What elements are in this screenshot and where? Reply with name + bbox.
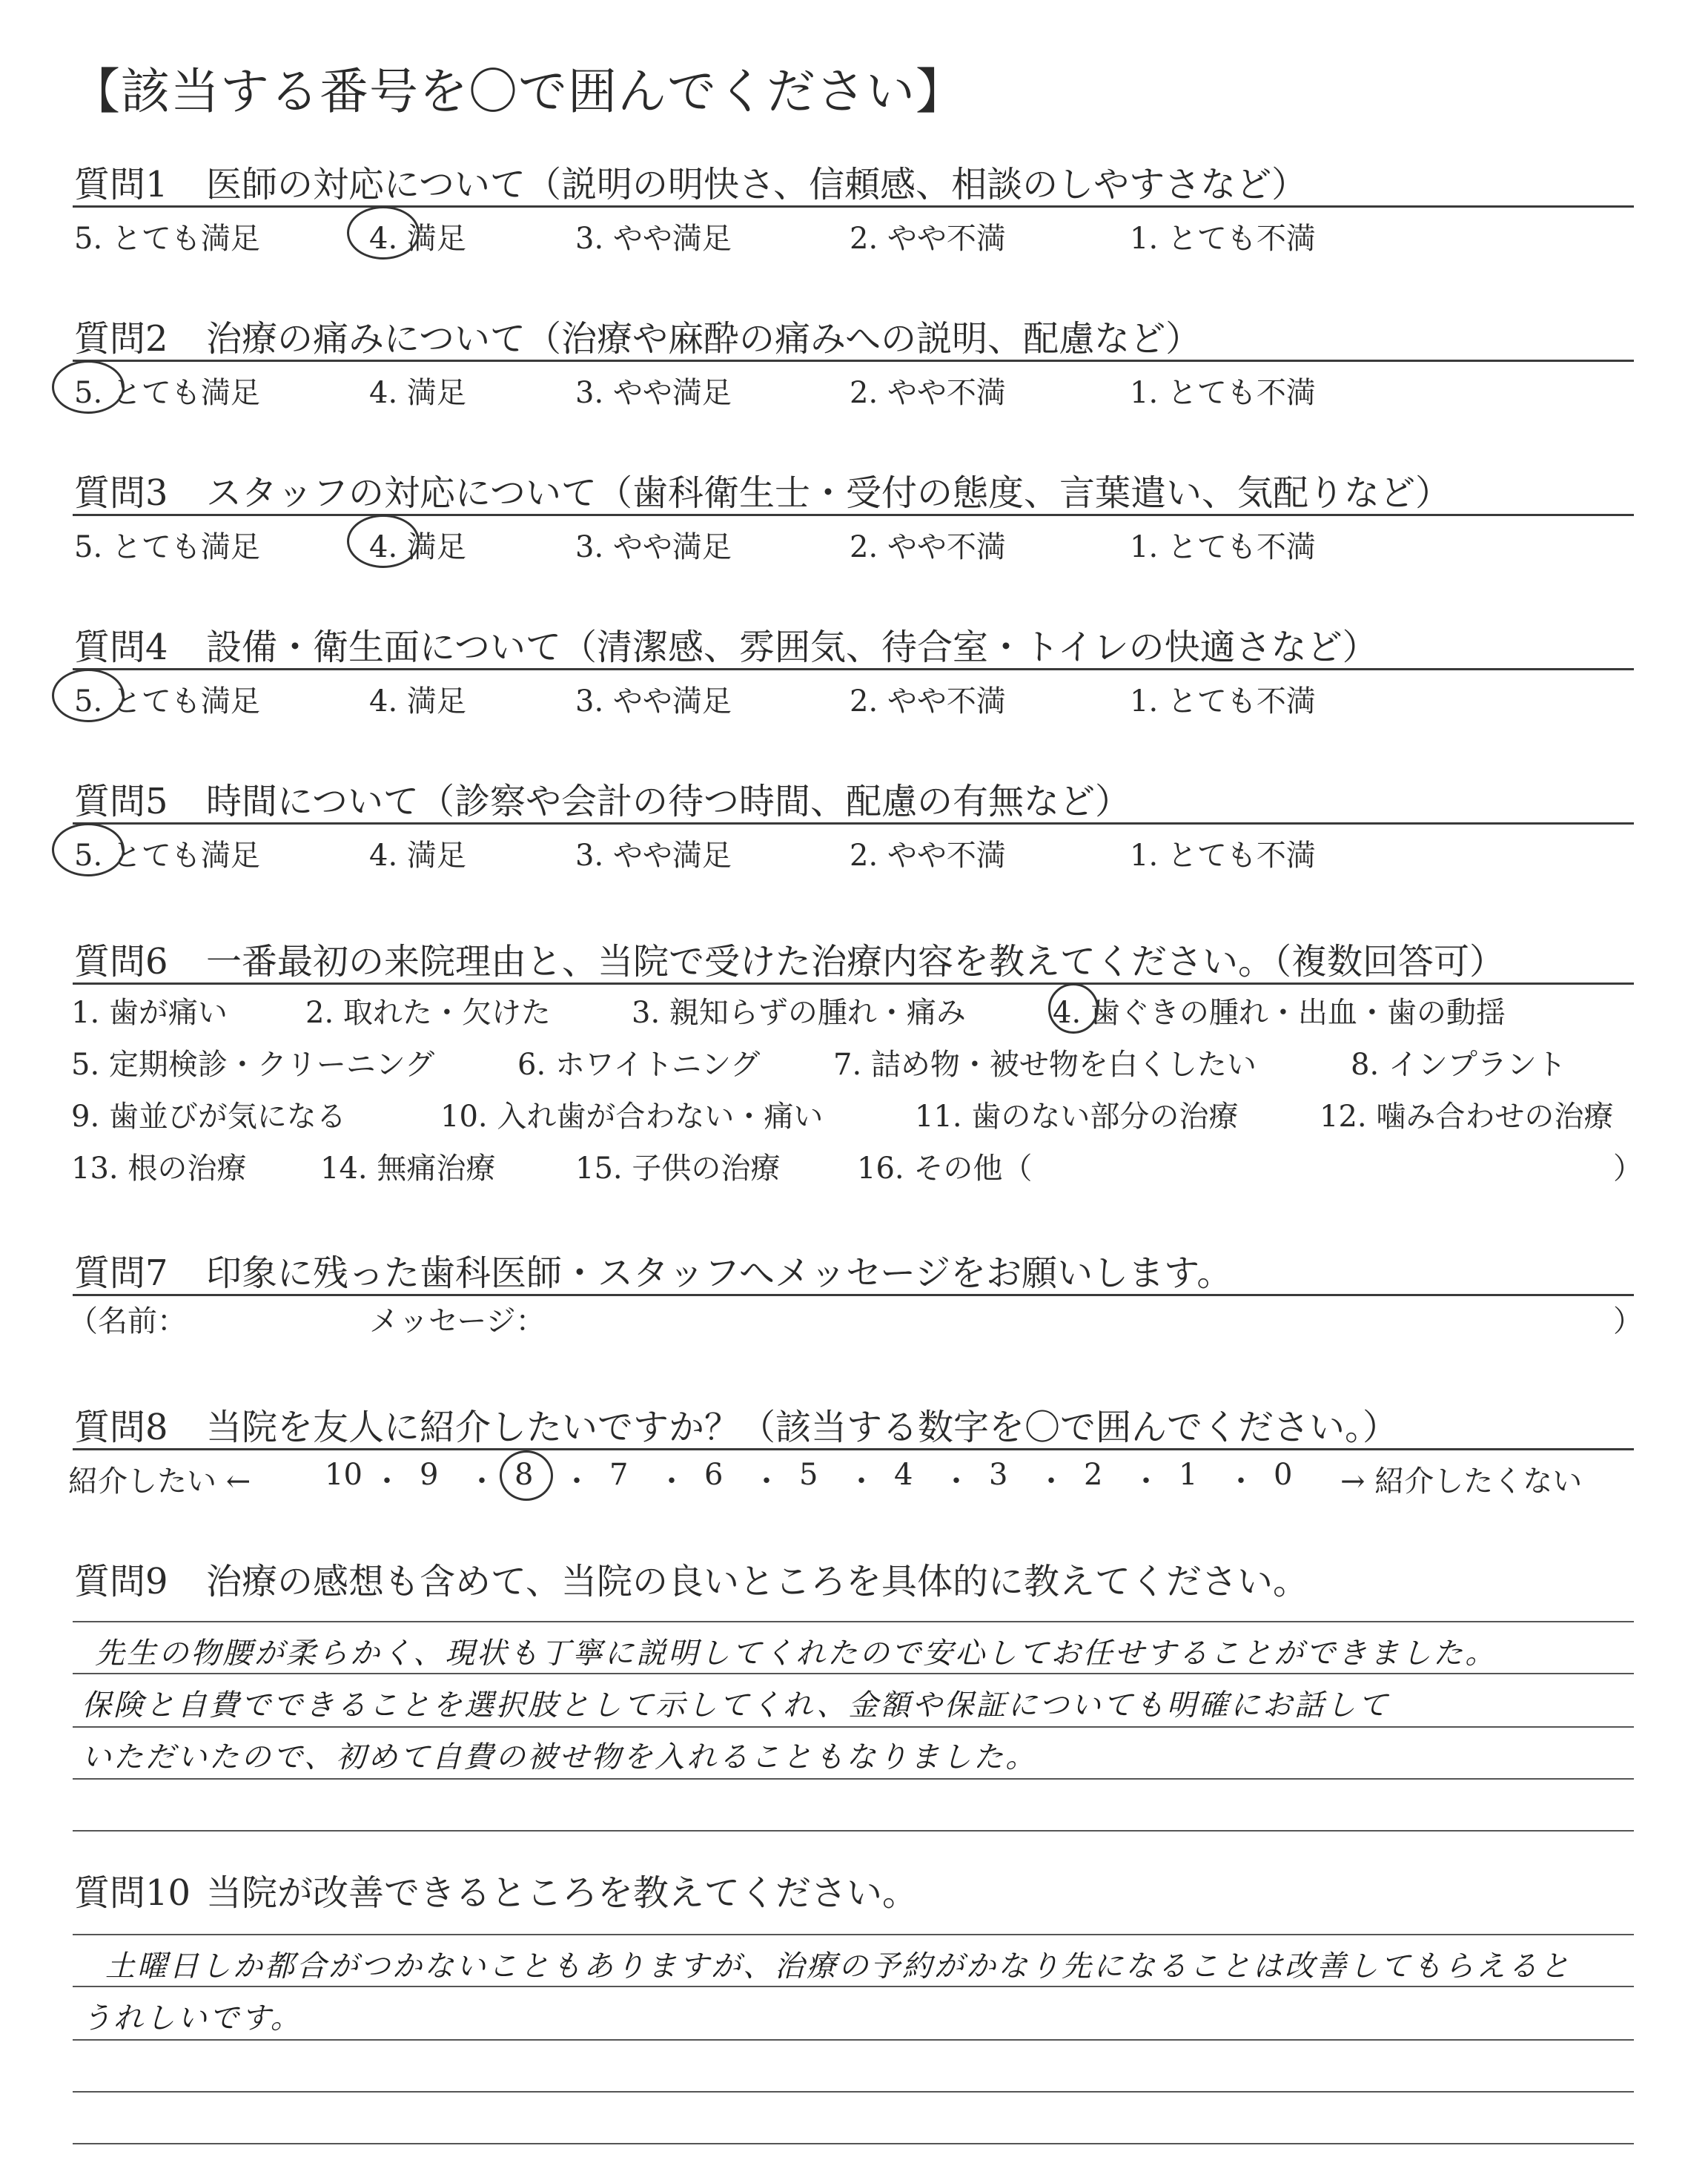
q5-text: 時間について（診察や会計の待つ時間、配慮の有無など）	[206, 781, 1131, 822]
q8-scale-7[interactable]: 7	[609, 1458, 629, 1492]
q4-option-3[interactable]: 3. やや満足	[575, 684, 732, 719]
q8-scale-separator: ・	[1226, 1464, 1256, 1499]
q10-answer-line-2: うれしいです。	[82, 2001, 302, 2035]
q4-text: 設備・衛生面について（清潔感、雰囲気、待合室・トイレの快適さなど）	[206, 627, 1378, 668]
q6-option-11[interactable]: 11. 歯のない部分の治療	[915, 1100, 1239, 1134]
q1-text: 医師の対応について（説明の明快さ、信頼感、相談のしやすさなど）	[206, 164, 1308, 205]
q4-label: 質問4	[74, 627, 168, 668]
q9-answer-line-2: 保険と自費でできることを選択肢として示してくれ、金額や保証についても明確にお話して	[82, 1688, 1390, 1723]
q6-option-2[interactable]: 2. 取れた・欠けた	[305, 996, 551, 1030]
q7-text: 印象に残った歯科医師・スタッフへメッセージをお願いします。	[206, 1252, 1233, 1294]
q6-option-5[interactable]: 5. 定期検診・クリーニング	[71, 1048, 435, 1082]
q8-scale-separator: ・	[1131, 1464, 1161, 1499]
q2-option-5[interactable]: 5. とても満足	[74, 376, 260, 410]
q6-option-10[interactable]: 10. 入れ歯が合わない・痛い	[440, 1100, 824, 1134]
q7-name-label: （名前：	[68, 1304, 187, 1338]
q3-text: スタッフの対応について（歯科衛生士・受付の態度、言葉遣い、気配りなど）	[206, 472, 1452, 514]
q6-option-7[interactable]: 7. 詰め物・被せ物を白くしたい	[833, 1048, 1257, 1082]
q6-option-15[interactable]: 15. 子供の治療	[575, 1152, 781, 1186]
q6-option-6[interactable]: 6. ホワイトニング	[517, 1048, 761, 1082]
q7-message-label: メッセージ：	[369, 1304, 546, 1338]
q2-text: 治療の痛みについて（治療や麻酔の痛みへの説明、配慮など）	[206, 318, 1202, 360]
q4-selection-circle	[52, 669, 125, 722]
q10-label: 質問10	[74, 1872, 191, 1914]
q1-option-2[interactable]: 2. やや不満	[850, 222, 1006, 256]
q9-label: 質問9	[74, 1561, 168, 1602]
q2-option-3[interactable]: 3. やや満足	[575, 376, 732, 410]
q8-scale-separator: ・	[467, 1464, 497, 1499]
q2-option-1[interactable]: 1. とても不満	[1130, 376, 1316, 410]
q3-option-4[interactable]: 4. 満足	[369, 530, 466, 564]
q8-text: 当院を友人に紹介したいですか？（該当する数字を〇で囲んでください。）	[206, 1407, 1399, 1448]
q8-scale-4[interactable]: 4	[894, 1458, 913, 1492]
q2-option-4[interactable]: 4. 満足	[369, 376, 466, 410]
q2-label: 質問2	[74, 318, 168, 360]
q1-rule	[73, 205, 1634, 208]
q2-rule	[73, 360, 1634, 362]
q8-scale-6[interactable]: 6	[704, 1458, 724, 1492]
q4-option-1[interactable]: 1. とても不満	[1130, 684, 1316, 719]
q5-option-3[interactable]: 3. やや満足	[575, 839, 732, 873]
q7-close-paren: ）	[1613, 1304, 1643, 1338]
q3-selection-circle	[347, 515, 420, 568]
q8-scale-1[interactable]: 1	[1179, 1458, 1198, 1492]
q1-selection-circle	[347, 206, 420, 260]
q4-option-5[interactable]: 5. とても満足	[74, 684, 260, 719]
q10-text: 当院が改善できるところを教えてください。	[206, 1872, 918, 1914]
q6-close-paren: ）	[1613, 1152, 1643, 1186]
q1-option-1[interactable]: 1. とても不満	[1130, 222, 1316, 256]
q9-answer-line-3: いただいたので、初めて自費の被せ物を入れることもなりました。	[82, 1740, 1038, 1774]
q1-option-5[interactable]: 5. とても満足	[74, 222, 260, 256]
q6-option-13[interactable]: 13. 根の治療	[71, 1152, 247, 1186]
q8-left-label: 紹介したい ←	[68, 1464, 251, 1499]
q8-label: 質問8	[74, 1407, 168, 1448]
q3-rule	[73, 514, 1634, 516]
q8-selection-circle	[500, 1450, 553, 1501]
q6-option-16[interactable]: 16. その他（	[857, 1152, 1033, 1186]
q1-option-4[interactable]: 4. 満足	[369, 222, 466, 256]
q2-selection-circle	[52, 360, 125, 414]
q8-scale-separator: ・	[1036, 1464, 1066, 1499]
q8-scale-separator: ・	[752, 1464, 781, 1499]
q5-rule	[73, 822, 1634, 825]
q10-answer-line-1: 土曜日しか都合がつかないこともありますが、治療の予約がかなり先になることは改善してもらえると	[105, 1949, 1572, 1984]
q6-option-8[interactable]: 8. インプラント	[1351, 1048, 1566, 1082]
q3-option-5[interactable]: 5. とても満足	[74, 530, 260, 564]
q9-text: 治療の感想も含めて、当院の良いところを具体的に教えてください。	[206, 1561, 1309, 1602]
q9-answer-line-1: 先生の物腰が柔らかく、現状も丁寧に説明してくれたので安心してお任せすることができました。	[95, 1636, 1497, 1671]
q7-label: 質問7	[74, 1252, 168, 1294]
q8-scale-separator: ・	[941, 1464, 971, 1499]
q5-selection-circle	[52, 823, 125, 876]
q6-selection-circle	[1048, 983, 1099, 1034]
q8-scale-separator: ・	[372, 1464, 402, 1499]
q8-scale-separator: ・	[562, 1464, 592, 1499]
q6-option-9[interactable]: 9. 歯並びが気になる	[71, 1100, 346, 1134]
q8-scale-0[interactable]: 0	[1274, 1458, 1293, 1492]
q4-rule	[73, 668, 1634, 670]
q8-scale-separator: ・	[657, 1464, 686, 1499]
q5-option-1[interactable]: 1. とても不満	[1130, 839, 1316, 873]
q5-option-5[interactable]: 5. とても満足	[74, 839, 260, 873]
q6-text: 一番最初の来院理由と、当院で受けた治療内容を教えてください。（複数回答可）	[206, 941, 1506, 982]
q3-option-2[interactable]: 2. やや不満	[850, 530, 1006, 564]
q3-option-3[interactable]: 3. やや満足	[575, 530, 732, 564]
q8-right-label: → 紹介したくない	[1340, 1464, 1583, 1499]
q8-scale-2[interactable]: 2	[1084, 1458, 1103, 1492]
q6-label: 質問6	[74, 941, 168, 982]
q4-option-2[interactable]: 2. やや不満	[850, 684, 1006, 719]
q8-scale-separator: ・	[847, 1464, 876, 1499]
q3-label: 質問3	[74, 472, 168, 514]
q3-option-1[interactable]: 1. とても不満	[1130, 530, 1316, 564]
q5-label: 質問5	[74, 781, 168, 822]
q6-option-1[interactable]: 1. 歯が痛い	[71, 996, 228, 1030]
q6-option-3[interactable]: 3. 親知らずの腫れ・痛み	[632, 996, 966, 1030]
q8-scale-9[interactable]: 9	[420, 1458, 439, 1492]
q5-option-2[interactable]: 2. やや不満	[850, 839, 1006, 873]
q5-option-4[interactable]: 4. 満足	[369, 839, 466, 873]
form-title: 【該当する番号を〇で囲んでください】	[71, 63, 965, 120]
q1-label: 質問1	[74, 164, 168, 205]
q6-option-12[interactable]: 12. 噛み合わせの治療	[1320, 1100, 1614, 1134]
q1-option-3[interactable]: 3. やや満足	[575, 222, 732, 256]
q8-scale-5[interactable]: 5	[799, 1458, 818, 1492]
q8-scale-8[interactable]: 8	[514, 1458, 534, 1492]
q6-option-14[interactable]: 14. 無痛治療	[320, 1152, 496, 1186]
q4-option-4[interactable]: 4. 満足	[369, 684, 466, 719]
q6-option-4[interactable]: 4. 歯ぐきの腫れ・出血・歯の動揺	[1053, 996, 1506, 1030]
q2-option-2[interactable]: 2. やや不満	[850, 376, 1006, 410]
q8-scale-10[interactable]: 10	[325, 1458, 363, 1492]
q8-scale-3[interactable]: 3	[989, 1458, 1008, 1492]
